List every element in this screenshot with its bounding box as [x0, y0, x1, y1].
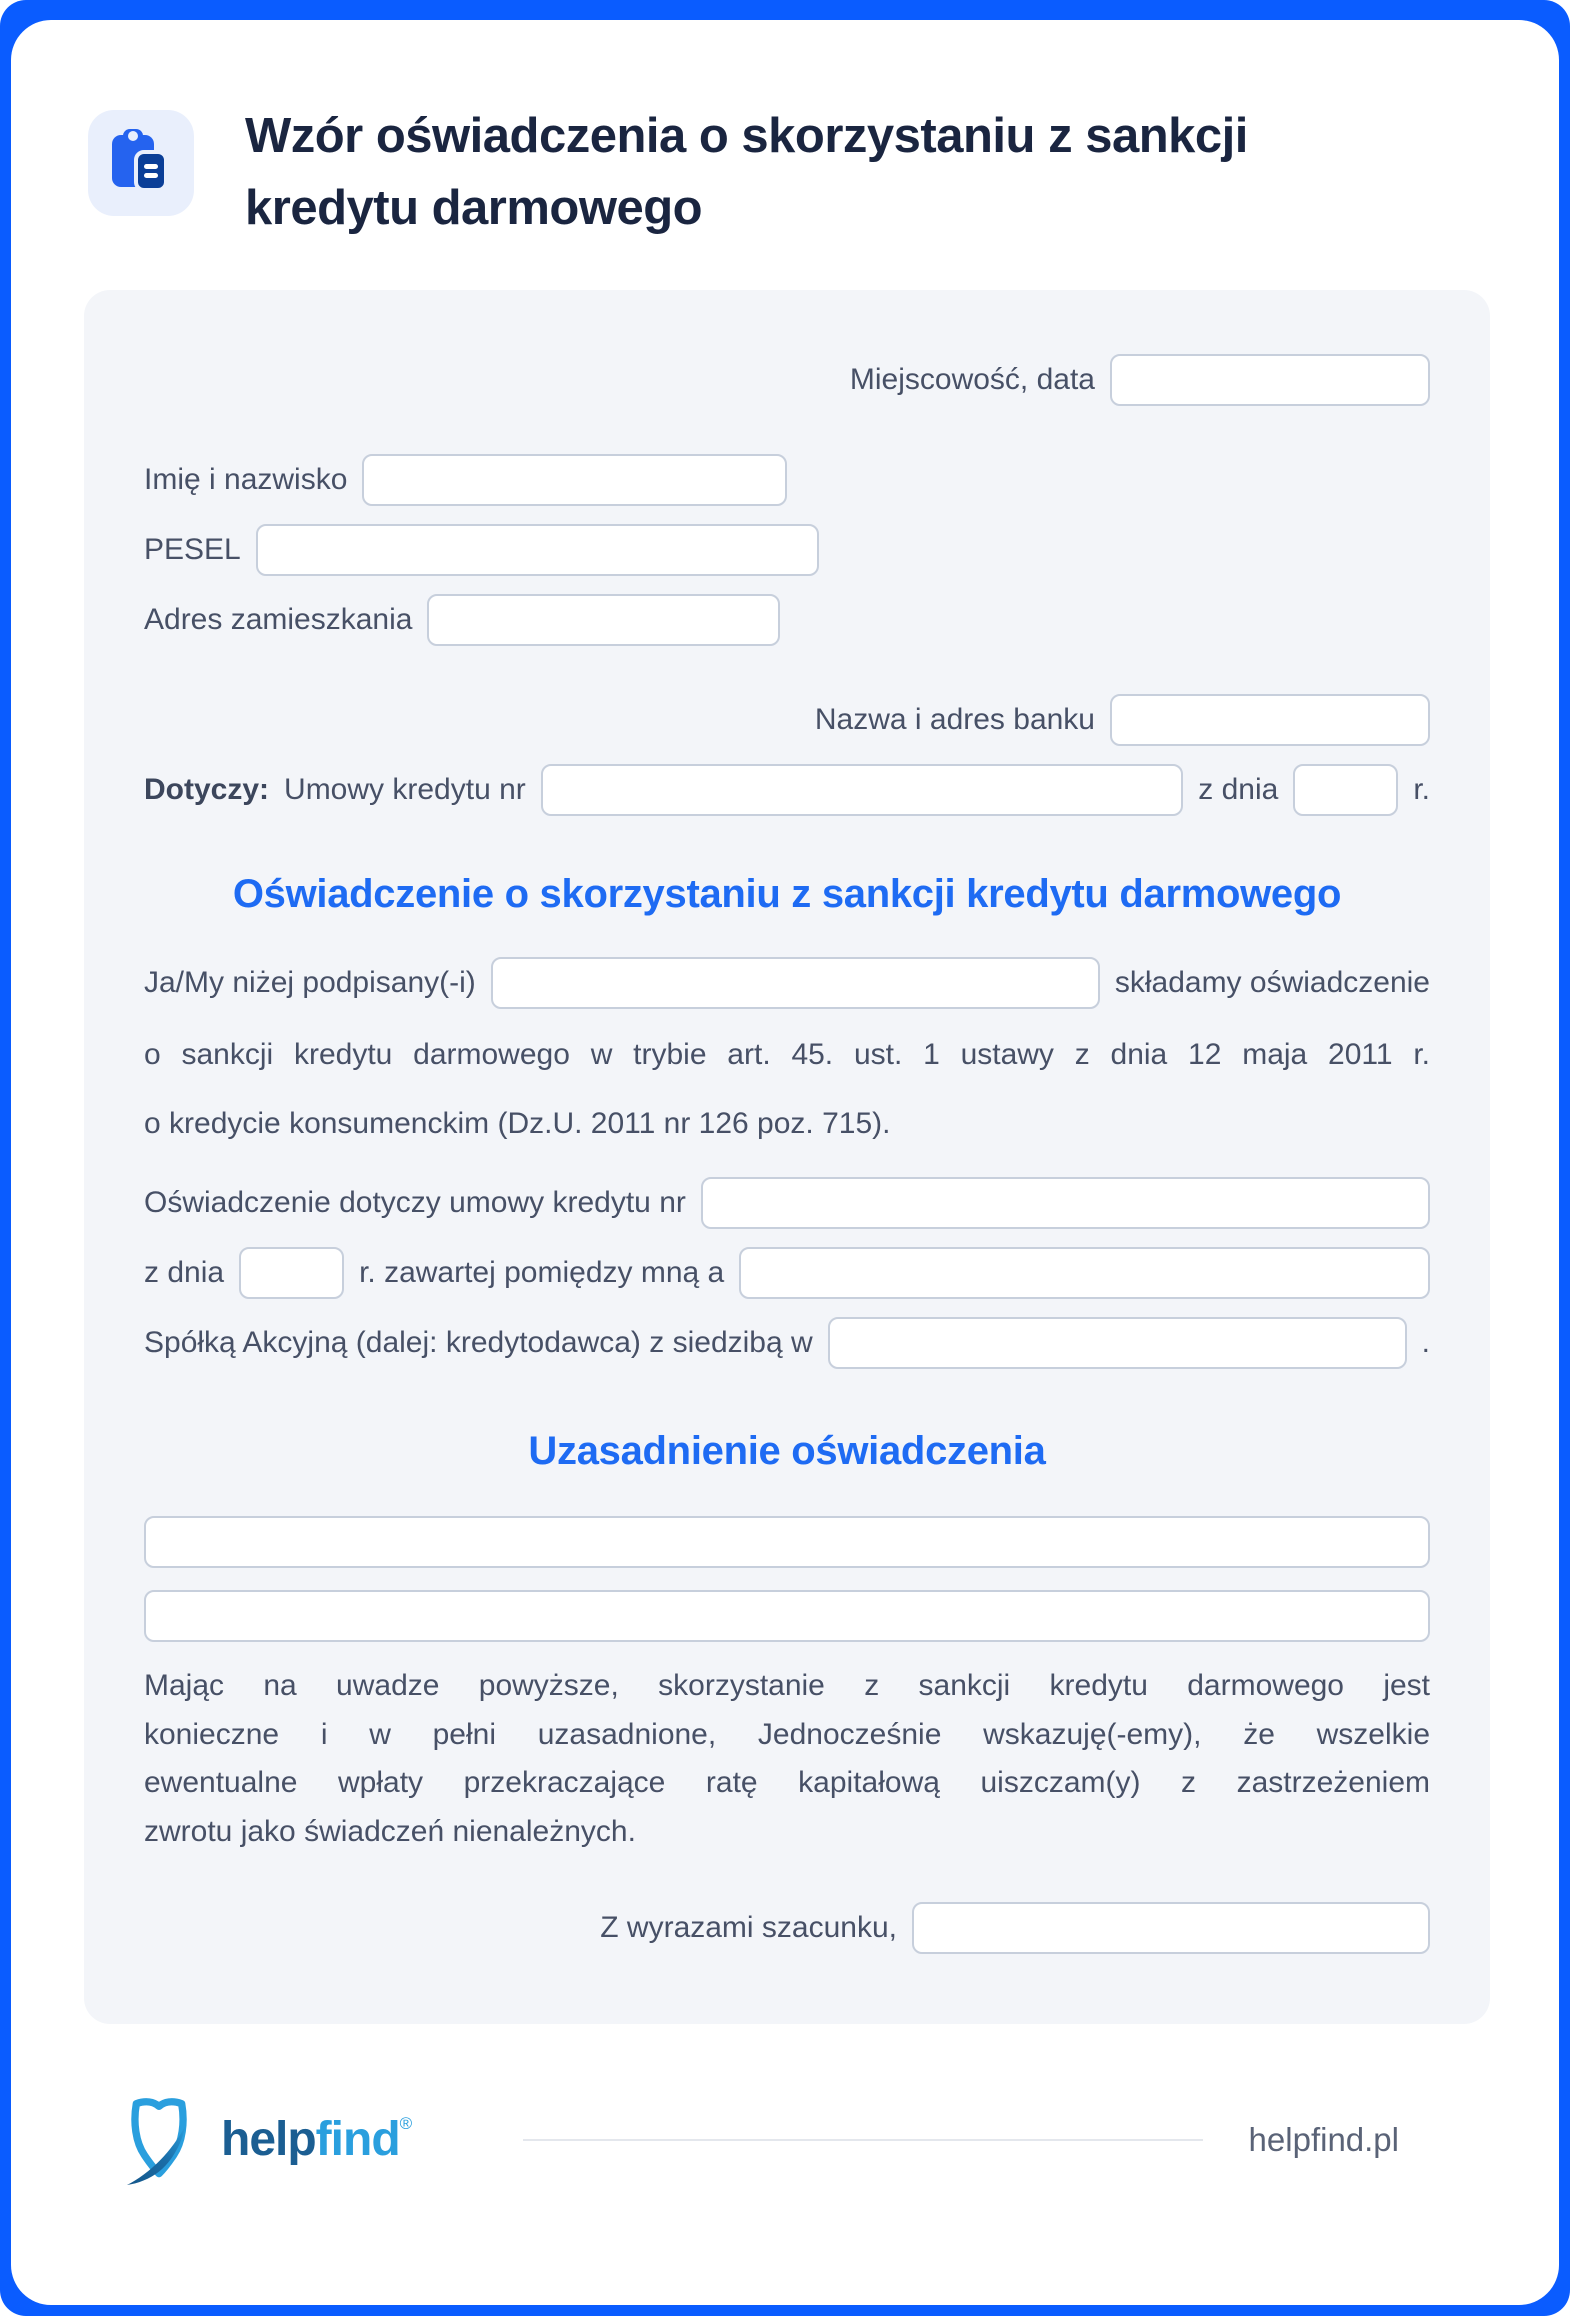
place-date-input[interactable]: [1110, 354, 1430, 406]
statement-company-label: Spółką Akcyjną (dalej: kredytodawca) z siedzibą w: [144, 1326, 813, 1360]
statement-company-row: [144, 1317, 1430, 1369]
footer-divider: [523, 2139, 1202, 2141]
signature-input[interactable]: [912, 1902, 1430, 1954]
justification-row-1: [144, 1516, 1430, 1568]
regarding-row: [144, 764, 1430, 816]
address-input[interactable]: [427, 594, 780, 646]
closing-line: zwrotu jako świadczeń nienależnych.: [144, 1814, 636, 1848]
header: [11, 110, 1559, 244]
place-date-row: [144, 354, 1430, 406]
pesel-label: PESEL: [144, 533, 241, 567]
justification-heading: Uzasadnienie oświadczenia: [528, 1429, 1046, 1474]
pesel-input[interactable]: [256, 524, 819, 576]
closing-line: konieczne i w pełni uzasadnione, Jednocześnie wskazuję(-emy), że wszelkie: [144, 1717, 1430, 1751]
bank-row: [144, 694, 1430, 746]
signature-row: [144, 1902, 1430, 1954]
name-label: Imię i nazwisko: [144, 463, 348, 497]
signature-label: Z wyrazami szacunku,: [600, 1911, 897, 1945]
statement-line1-before: Ja/My niżej podpisany(-i): [144, 966, 476, 1000]
address-row: [144, 594, 1430, 646]
from-date-label: z dnia: [1198, 773, 1279, 807]
justification-input-2[interactable]: [144, 1590, 1430, 1642]
year-abbr-label: r.: [1413, 773, 1430, 807]
form-panel: [84, 290, 1490, 2024]
statement-heading: Oświadczenie o skorzystaniu z sankcji kredytu darmowego: [232, 872, 1342, 917]
statement-contract-number-input[interactable]: [701, 1177, 1430, 1229]
closing-line: Mając na uwadze powyższe, skorzystanie z sankcji kredytu darmowego jest: [144, 1669, 1430, 1703]
justification-input-1[interactable]: [144, 1516, 1430, 1568]
statement-line1-after: składamy oświadczenie: [1114, 966, 1430, 1000]
regarding-label: Umowy kredytu nr: [284, 773, 526, 807]
place-date-label: Miejscowość, data: [849, 363, 1095, 397]
statement-date-row: [144, 1247, 1430, 1299]
registered-trademark-icon: ®: [399, 2114, 412, 2134]
document-card: [11, 20, 1559, 2305]
statement-line1-row: [144, 957, 1430, 1009]
statement-between-label: r. zawartej pomiędzy mną a: [359, 1256, 725, 1290]
helpfind-logo: [119, 2086, 411, 2193]
address-label: Adres zamieszkania: [144, 603, 413, 637]
footer-website-text: helpfind.pl: [1248, 2120, 1399, 2158]
credit-agreement-date-input[interactable]: [1293, 764, 1398, 816]
closing-line: ewentualne wpłaty przekraczające ratę kapitałową uiszczam(y) z zastrzeżeniem: [144, 1766, 1430, 1800]
bank-label: Nazwa i adres banku: [814, 703, 1095, 737]
pesel-row: [144, 524, 1430, 576]
clipboard-icon-badge: [88, 110, 194, 216]
declarant-name-input[interactable]: [491, 957, 1100, 1009]
credit-agreement-number-input[interactable]: [541, 764, 1184, 816]
lender-city-input[interactable]: [828, 1317, 1407, 1369]
regarding-label-bold: Dotyczy:: [144, 773, 270, 807]
logo-wordmark: [221, 2112, 411, 2167]
clipboard-icon: [110, 126, 172, 201]
statement-date-label: z dnia: [144, 1256, 225, 1290]
statement-contract-row: [144, 1177, 1430, 1229]
closing-paragraph: [144, 1662, 1430, 1856]
name-row: [144, 454, 1430, 506]
statement-contract-date-input[interactable]: [239, 1247, 344, 1299]
statement-line3: o kredycie konsumenckim (Dz.U. 2011 nr 126 poz. 715).: [144, 1107, 891, 1141]
footer: [11, 2086, 1559, 2193]
statement-line2: o sankcji kredytu darmowego w trybie art. 45. ust. 1 ustawy z dnia 12 maja 2011 r.: [144, 1038, 1430, 1072]
statement-period: .: [1421, 1326, 1430, 1360]
logo-text-help: help: [221, 2113, 316, 2167]
bank-input[interactable]: [1110, 694, 1430, 746]
statement-contract-label: Oświadczenie dotyczy umowy kredytu nr: [144, 1186, 686, 1220]
logo-text-find: find: [315, 2113, 400, 2167]
lender-name-input[interactable]: [739, 1247, 1430, 1299]
shield-icon: [119, 2086, 199, 2193]
full-name-input[interactable]: [362, 454, 787, 506]
page-title: Wzór oświadczenia o skorzystaniu z sankcji kredytu darmowego: [245, 109, 1248, 236]
justification-row-2: [144, 1590, 1430, 1642]
